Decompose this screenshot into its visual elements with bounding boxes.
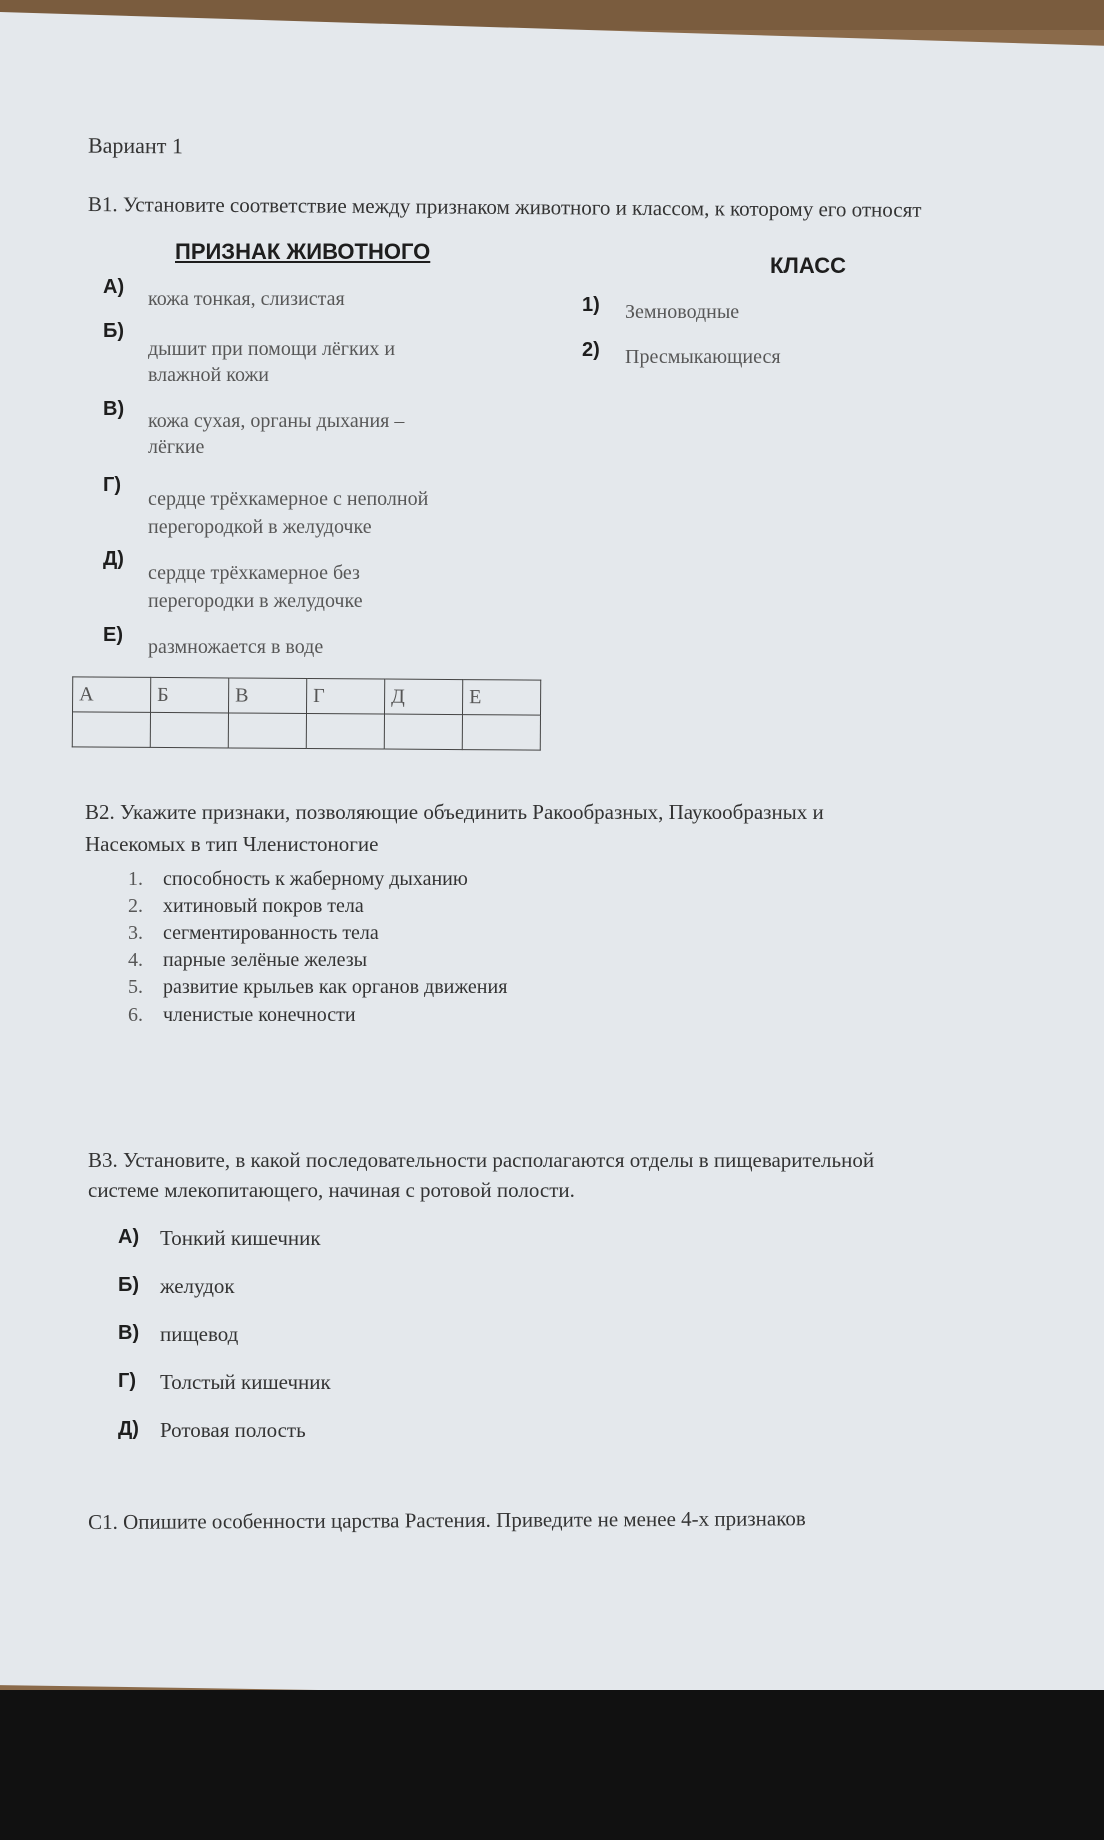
b2-option-number: 2. [128,895,143,917]
b2-option-number: 1. [128,868,143,890]
b3-item-letter: А) [118,1226,140,1248]
answer-table-header: В [229,678,307,714]
answer-cell[interactable] [306,714,384,750]
b2-option-number: 5. [128,976,143,998]
b1-item-text: кожа тонкая, слизистая [148,288,345,310]
answer-cell[interactable] [150,712,228,748]
variant-title: Вариант 1 [87,132,183,159]
b3-item-letter: В) [118,1322,140,1344]
b2-option-text: парные зелёные железы [163,949,368,971]
answer-table-header: Е [462,680,540,716]
answer-table-header: А [73,677,151,713]
b1-item-text: влажной кожи [148,364,269,386]
b1-class-name: Земноводные [625,301,740,323]
answer-table-header: Д [384,679,462,715]
b3-item-text: Ротовая полость [160,1418,306,1442]
b3-question-line1: В3. Установите, в какой последовательности располагаются отделы в пищеварительной [88,1148,875,1172]
b1-item-text: размножается в воде [148,636,324,658]
b3-item-letter: Б) [118,1274,140,1296]
b1-answer-table [72,676,541,750]
b1-question: В1. Установите соответствие между признаком животного и классом, к которому его относят [87,192,922,222]
b1-item-text: перегородки в желудочке [148,590,363,612]
answer-cell[interactable] [462,715,540,751]
b1-item-text: лёгкие [148,436,205,458]
answer-table-header-row [73,677,541,715]
answer-cell[interactable] [228,713,306,749]
c1-question: С1. Опишите особенности царства Растения. Приведите не менее 4-х признаков [88,1506,806,1534]
b2-option-text: способность к жаберному дыханию [163,868,468,890]
b2-option-text: хитиновый покров тела [163,895,364,917]
b2-option-text: развитие крыльев как органов движения [163,976,508,998]
b3-item-letter: Г) [118,1370,136,1392]
background-bottom [0,1690,1104,1840]
b1-class-number: 2) [582,339,600,361]
b1-class-number: 1) [582,294,600,316]
b1-item-letter: А) [103,276,125,298]
b1-item-letter: В) [103,398,125,420]
worksheet-page [0,12,1104,1702]
b1-class-name: Пресмыкающиеся [625,346,781,368]
b2-option-text: членистые конечности [163,1004,356,1026]
b1-item-text: дышит при помощи лёгких и [148,338,396,360]
b1-item-letter: Д) [103,548,124,570]
b2-option-text: сегментированность тела [163,922,379,944]
b3-question-line2: системе млекопитающего, начиная с ротовой полости. [88,1178,575,1202]
answer-table-header: Б [151,677,229,713]
b3-item-text: желудок [160,1274,235,1298]
b2-question-line1: В2. Укажите признаки, позволяющие объединить Ракообразных, Паукообразных и [85,800,824,824]
b3-item-text: Тонкий кишечник [160,1226,321,1250]
b1-left-header: ПРИЗНАК ЖИВОТНОГО [175,239,431,264]
b3-item-text: Толстый кишечник [160,1370,331,1394]
b1-right-header: КЛАСС [770,253,846,278]
b1-item-letter: Г) [103,474,121,496]
b1-item-text: сердце трёхкамерное с неполной [148,488,429,510]
b3-item-text: пищевод [160,1322,239,1346]
b2-question-line2: Насекомых в тип Членистоногие [85,832,379,856]
b3-item-letter: Д) [118,1418,139,1440]
answer-table-input-row [72,712,540,750]
b2-option-number: 3. [128,922,143,944]
b1-item-text: сердце трёхкамерное без [148,562,360,584]
answer-cell[interactable] [384,714,462,750]
b1-item-letter: Б) [103,320,125,342]
b2-option-number: 4. [128,949,143,971]
b1-item-text: кожа сухая, органы дыхания – [148,410,405,432]
answer-table-header: Г [307,679,385,715]
b1-item-text: перегородкой в желудочке [148,516,372,538]
b2-option-number: 6. [128,1004,143,1026]
answer-cell[interactable] [72,712,150,748]
b1-item-letter: Е) [103,624,123,646]
